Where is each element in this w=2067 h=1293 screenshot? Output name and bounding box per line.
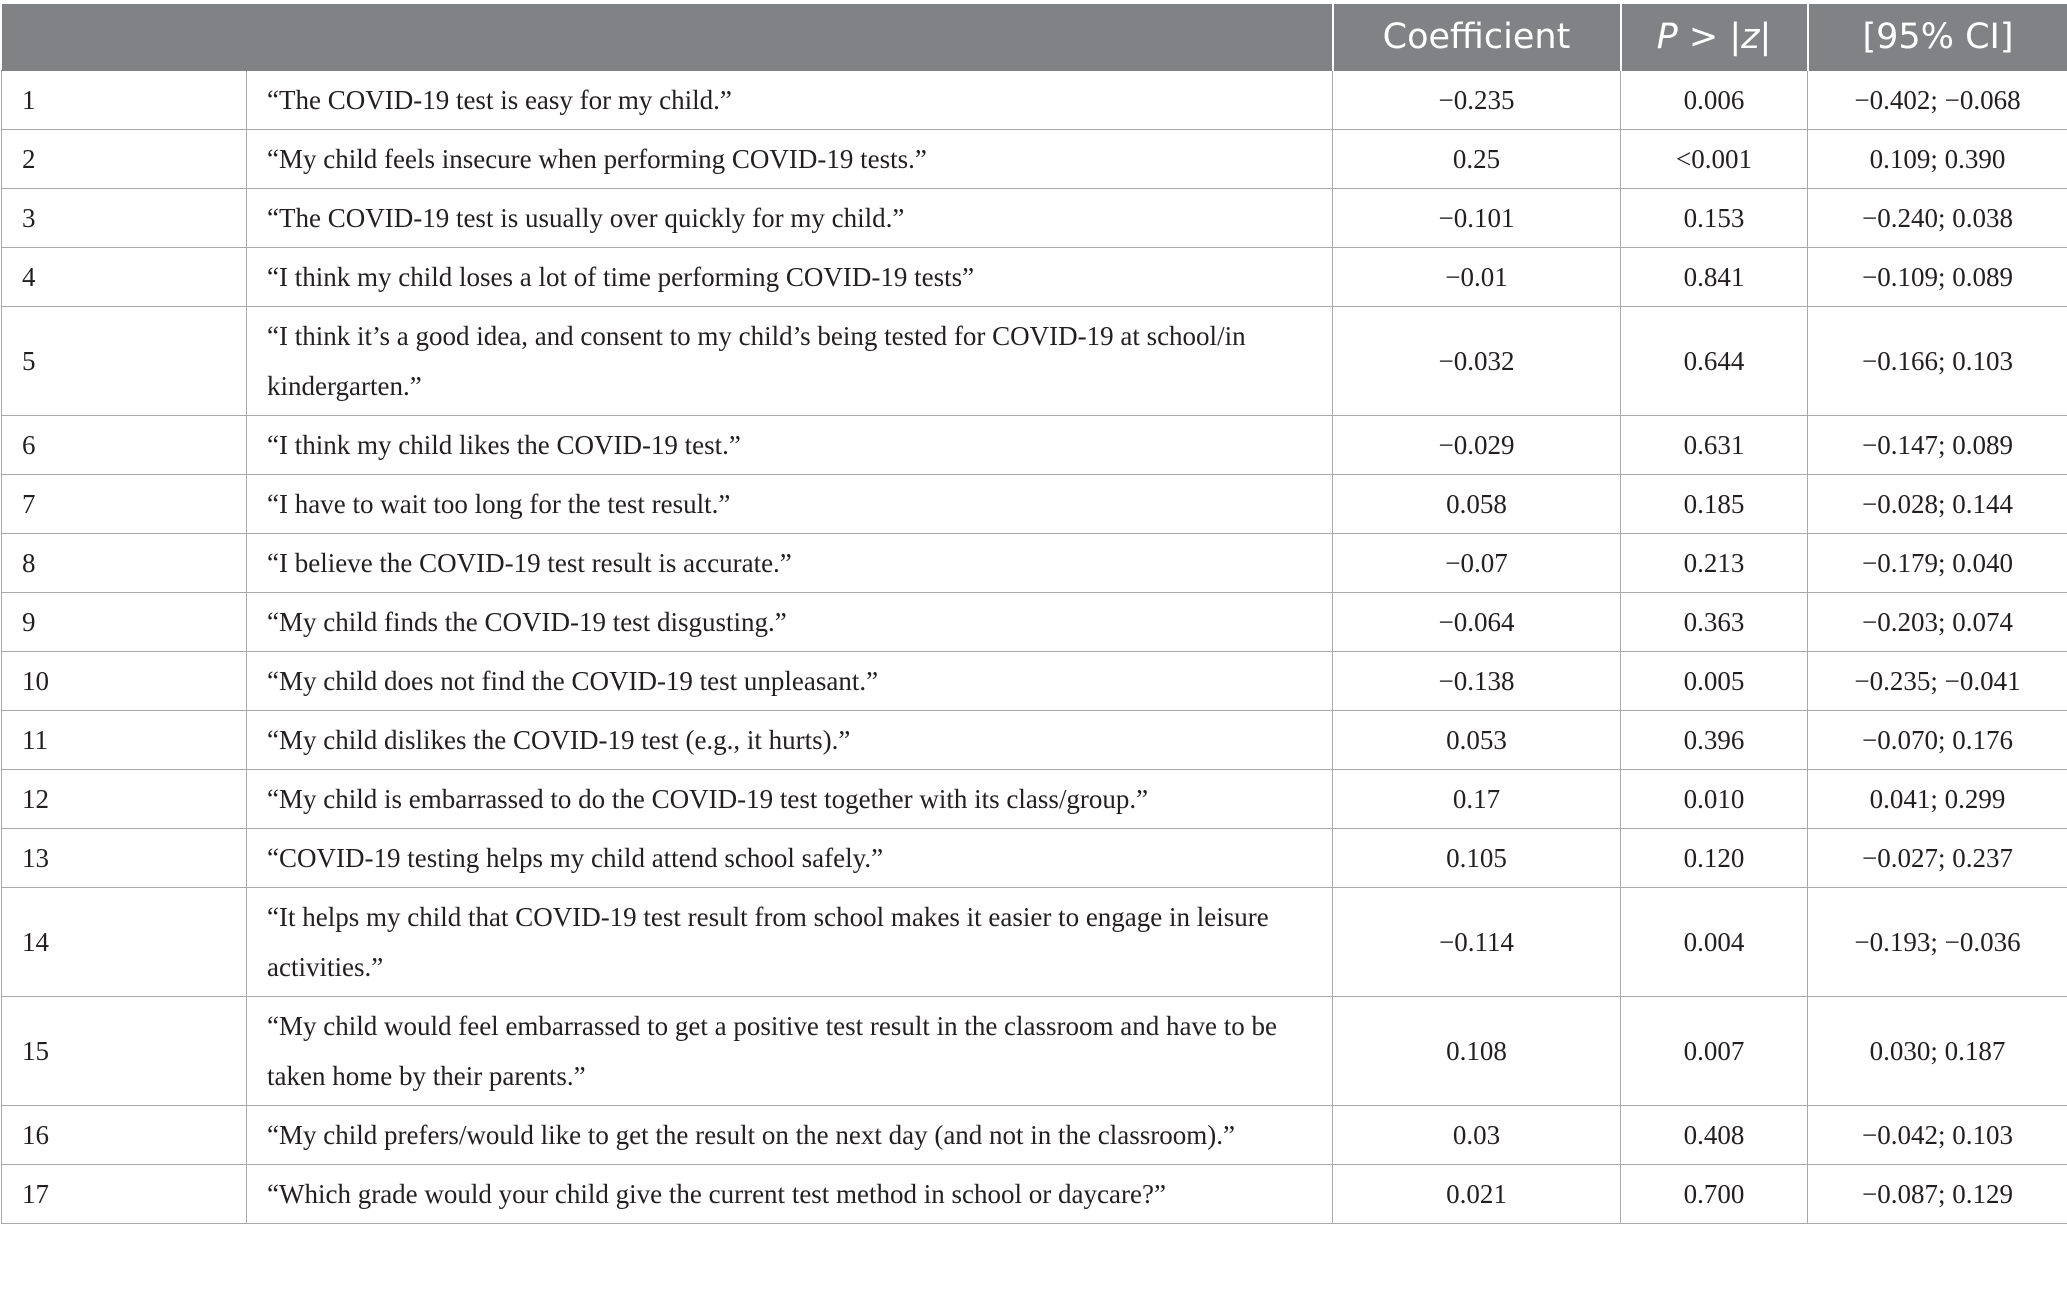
row-ci: −0.240; 0.038 bbox=[1808, 189, 2067, 248]
row-index: 17 bbox=[2, 1165, 247, 1224]
row-index: 8 bbox=[2, 534, 247, 593]
row-ci: 0.041; 0.299 bbox=[1808, 770, 2067, 829]
row-p-value: 0.841 bbox=[1621, 248, 1808, 307]
row-coefficient: −0.138 bbox=[1333, 652, 1621, 711]
table-row bbox=[2, 888, 2067, 997]
row-ci: −0.402; −0.068 bbox=[1808, 71, 2067, 130]
row-coefficient: 0.021 bbox=[1333, 1165, 1621, 1224]
row-statement: “It helps my child that COVID-19 test result from school makes it easier to engage in leisure activities.” bbox=[247, 888, 1333, 997]
row-statement: “I have to wait too long for the test result.” bbox=[247, 475, 1333, 534]
table-row bbox=[2, 1165, 2067, 1224]
row-coefficient: 0.053 bbox=[1333, 711, 1621, 770]
row-p-value: 0.007 bbox=[1621, 997, 1808, 1106]
row-index: 2 bbox=[2, 130, 247, 189]
row-p-value: 0.005 bbox=[1621, 652, 1808, 711]
row-index: 15 bbox=[2, 997, 247, 1106]
row-statement: “The COVID-19 test is easy for my child.” bbox=[247, 71, 1333, 130]
row-coefficient: 0.03 bbox=[1333, 1106, 1621, 1165]
row-statement: “COVID-19 testing helps my child attend school safely.” bbox=[247, 829, 1333, 888]
table-row bbox=[2, 248, 2067, 307]
table-row bbox=[2, 593, 2067, 652]
row-coefficient: −0.029 bbox=[1333, 416, 1621, 475]
header-p-z: z bbox=[1741, 17, 1760, 57]
header-coefficient: Coefficient bbox=[1333, 4, 1621, 71]
row-ci: 0.030; 0.187 bbox=[1808, 997, 2067, 1106]
table-row bbox=[2, 534, 2067, 593]
row-p-value: 0.006 bbox=[1621, 71, 1808, 130]
row-statement: “My child does not find the COVID-19 test unpleasant.” bbox=[247, 652, 1333, 711]
header-p-mid: > | bbox=[1677, 17, 1742, 57]
table-row bbox=[2, 1106, 2067, 1165]
row-index: 4 bbox=[2, 248, 247, 307]
row-ci: −0.042; 0.103 bbox=[1808, 1106, 2067, 1165]
row-p-value: <0.001 bbox=[1621, 130, 1808, 189]
results-table bbox=[1, 4, 2067, 1224]
header-statement bbox=[247, 4, 1333, 71]
table-row bbox=[2, 71, 2067, 130]
table-row bbox=[2, 307, 2067, 416]
table-row bbox=[2, 997, 2067, 1106]
row-coefficient: −0.235 bbox=[1333, 71, 1621, 130]
row-coefficient: −0.101 bbox=[1333, 189, 1621, 248]
table-row bbox=[2, 475, 2067, 534]
row-index: 11 bbox=[2, 711, 247, 770]
row-coefficient: −0.064 bbox=[1333, 593, 1621, 652]
row-ci: −0.070; 0.176 bbox=[1808, 711, 2067, 770]
row-p-value: 0.213 bbox=[1621, 534, 1808, 593]
row-ci: −0.235; −0.041 bbox=[1808, 652, 2067, 711]
row-statement: “My child dislikes the COVID-19 test (e.g., it hurts).” bbox=[247, 711, 1333, 770]
row-statement: “I think my child loses a lot of time performing COVID-19 tests” bbox=[247, 248, 1333, 307]
row-ci: −0.109; 0.089 bbox=[1808, 248, 2067, 307]
row-coefficient: −0.01 bbox=[1333, 248, 1621, 307]
row-p-value: 0.363 bbox=[1621, 593, 1808, 652]
row-index: 13 bbox=[2, 829, 247, 888]
row-index: 6 bbox=[2, 416, 247, 475]
row-ci: −0.027; 0.237 bbox=[1808, 829, 2067, 888]
row-index: 1 bbox=[2, 71, 247, 130]
row-p-value: 0.004 bbox=[1621, 888, 1808, 997]
row-ci: −0.028; 0.144 bbox=[1808, 475, 2067, 534]
header-index bbox=[2, 4, 247, 71]
row-p-value: 0.631 bbox=[1621, 416, 1808, 475]
row-index: 12 bbox=[2, 770, 247, 829]
row-statement: “My child prefers/would like to get the result on the next day (and not in the classroom).” bbox=[247, 1106, 1333, 1165]
header-p-letter: P bbox=[1656, 17, 1678, 57]
row-ci: −0.203; 0.074 bbox=[1808, 593, 2067, 652]
row-ci: −0.193; −0.036 bbox=[1808, 888, 2067, 997]
row-index: 7 bbox=[2, 475, 247, 534]
row-p-value: 0.396 bbox=[1621, 711, 1808, 770]
row-p-value: 0.700 bbox=[1621, 1165, 1808, 1224]
row-ci: −0.179; 0.040 bbox=[1808, 534, 2067, 593]
row-p-value: 0.408 bbox=[1621, 1106, 1808, 1165]
row-p-value: 0.644 bbox=[1621, 307, 1808, 416]
row-index: 16 bbox=[2, 1106, 247, 1165]
row-index: 3 bbox=[2, 189, 247, 248]
row-statement: “The COVID-19 test is usually over quickly for my child.” bbox=[247, 189, 1333, 248]
row-coefficient: 0.108 bbox=[1333, 997, 1621, 1106]
row-p-value: 0.153 bbox=[1621, 189, 1808, 248]
row-ci: −0.147; 0.089 bbox=[1808, 416, 2067, 475]
row-index: 5 bbox=[2, 307, 247, 416]
row-ci: −0.087; 0.129 bbox=[1808, 1165, 2067, 1224]
row-statement: “My child is embarrassed to do the COVID-19 test together with its class/group.” bbox=[247, 770, 1333, 829]
row-statement: “I think my child likes the COVID-19 test.” bbox=[247, 416, 1333, 475]
row-coefficient: −0.114 bbox=[1333, 888, 1621, 997]
row-coefficient: 0.17 bbox=[1333, 770, 1621, 829]
row-coefficient: 0.25 bbox=[1333, 130, 1621, 189]
row-index: 14 bbox=[2, 888, 247, 997]
row-coefficient: 0.058 bbox=[1333, 475, 1621, 534]
row-statement: “I believe the COVID-19 test result is accurate.” bbox=[247, 534, 1333, 593]
row-ci: 0.109; 0.390 bbox=[1808, 130, 2067, 189]
row-coefficient: −0.032 bbox=[1333, 307, 1621, 416]
table-row bbox=[2, 711, 2067, 770]
row-statement: “I think it’s a good idea, and consent to my child’s being tested for COVID-19 at school/in kindergarten.” bbox=[247, 307, 1333, 416]
row-coefficient: −0.07 bbox=[1333, 534, 1621, 593]
table-body bbox=[2, 71, 2067, 1224]
row-coefficient: 0.105 bbox=[1333, 829, 1621, 888]
table-row bbox=[2, 829, 2067, 888]
header-p-value bbox=[1621, 4, 1808, 71]
row-statement: “My child would feel embarrassed to get a positive test result in the classroom and have to be taken home by their parents.” bbox=[247, 997, 1333, 1106]
row-p-value: 0.185 bbox=[1621, 475, 1808, 534]
header-ci: [95% CI] bbox=[1808, 4, 2067, 71]
table-row bbox=[2, 652, 2067, 711]
header-p-suffix: | bbox=[1759, 17, 1772, 57]
row-statement: “My child finds the COVID-19 test disgusting.” bbox=[247, 593, 1333, 652]
table-row bbox=[2, 130, 2067, 189]
row-statement: “Which grade would your child give the current test method in school or daycare?” bbox=[247, 1165, 1333, 1224]
row-p-value: 0.010 bbox=[1621, 770, 1808, 829]
row-p-value: 0.120 bbox=[1621, 829, 1808, 888]
table-row bbox=[2, 189, 2067, 248]
row-statement: “My child feels insecure when performing COVID-19 tests.” bbox=[247, 130, 1333, 189]
table-row bbox=[2, 770, 2067, 829]
row-index: 9 bbox=[2, 593, 247, 652]
row-index: 10 bbox=[2, 652, 247, 711]
table-header-row bbox=[2, 4, 2067, 71]
row-ci: −0.166; 0.103 bbox=[1808, 307, 2067, 416]
table-row bbox=[2, 416, 2067, 475]
